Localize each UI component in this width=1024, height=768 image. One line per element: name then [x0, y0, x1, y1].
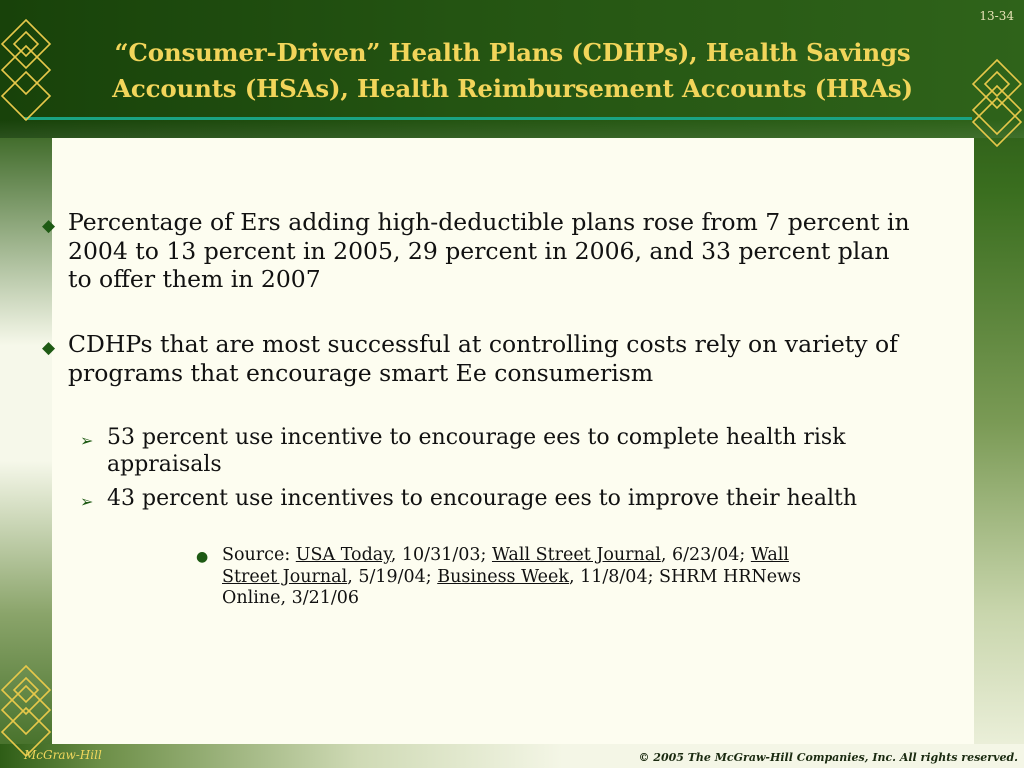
slide-number: 13-34 — [979, 9, 1014, 23]
arrow-bullet-icon: ➢ — [80, 431, 94, 450]
copyright-notice: © 2005 The McGraw-Hill Companies, Inc. All rights reserved. — [638, 751, 1018, 764]
diamond-ornament-top-left-icon — [0, 18, 52, 122]
slide-title: “Consumer-Driven” Health Plans (CDHPs), Health Savings Accounts (HSAs), Health Reimbursement Accounts (HRAs) — [112, 38, 913, 103]
sub-bullet-text: 43 percent use incentives to encourage ees to improve their health — [107, 486, 857, 511]
source-citation — [196, 545, 836, 610]
bullet-item — [42, 330, 912, 387]
source-ref-wsj: Wall Street Journal — [491, 545, 661, 565]
dot-bullet-icon: ● — [196, 549, 209, 565]
source-text — [222, 545, 836, 610]
sub-bullet-text: 53 percent use incentive to encourage ees to complete health risk appraisals — [107, 425, 846, 477]
title-underline-rule — [24, 117, 972, 120]
source-date: , 5/19/04; — [347, 566, 438, 587]
diamond-ornament-bottom-left-icon — [0, 664, 52, 758]
bullet-text: Percentage of Ers adding high-deductible plans rose from 7 percent in 2004 to 13 percent in 2005, 29 percent in 2006, and 33 percent plan to offer them in 2007 — [68, 208, 910, 293]
arrow-bullet-icon: ➢ — [80, 492, 94, 511]
source-date: , 11/8/04; SHRM HRNews Online, 3/21/06 — [222, 566, 802, 608]
bullet-text: CDHPs that are most successful at controlling costs rely on variety of programs that encourage smart Ee consumerism — [68, 330, 898, 387]
sub-bullet-item — [80, 424, 910, 478]
source-ref-business-week: Business Week — [437, 566, 569, 587]
source-date: , 6/23/04; — [660, 545, 751, 565]
bullet-item — [42, 208, 912, 294]
source-ref-usa-today: USA Today — [295, 545, 391, 565]
sub-bullet-item — [80, 485, 910, 512]
diamond-bullet-icon: ◆ — [42, 338, 56, 358]
publisher-label: McGraw-Hill — [24, 748, 102, 762]
diamond-ornament-top-right-icon — [970, 58, 1024, 148]
source-ref-wsj: Wall Street Journal — [222, 545, 789, 587]
source-date: , 10/31/03; — [390, 545, 492, 565]
source-label: Source: — [222, 545, 296, 565]
diamond-bullet-icon: ◆ — [42, 216, 56, 236]
